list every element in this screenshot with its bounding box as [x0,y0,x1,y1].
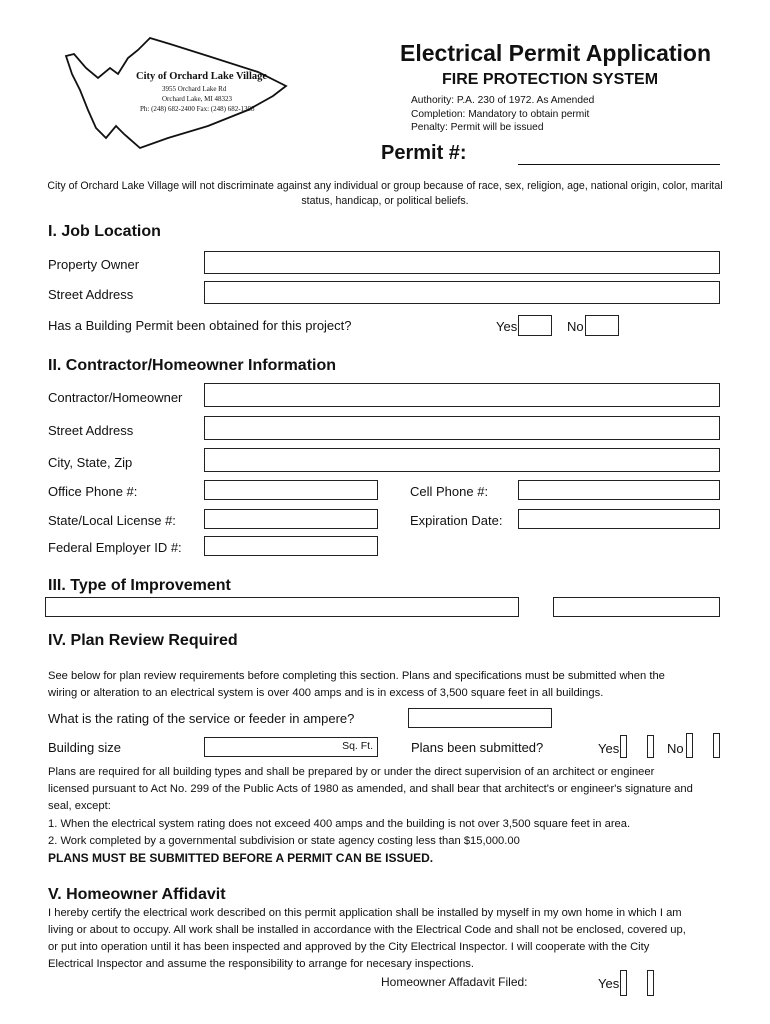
section-plan-review: IV. Plan Review Required [48,632,238,649]
office-phone-label: Office Phone #: [48,484,138,499]
affidavit-filed-yes-inner [626,970,648,996]
federal-id-label: Federal Employer ID #: [48,540,182,555]
authority-text: Authority: P.A. 230 of 1972. As Amended [411,95,595,106]
city-state-zip-input[interactable] [204,448,720,472]
building-permit-no-label: No [567,319,584,334]
plans-submitted-no-label: No [667,741,684,756]
office-phone-input[interactable] [204,480,378,500]
contractor-homeowner-input[interactable] [204,383,720,407]
city-state-zip-label: City, State, Zip [48,455,133,470]
completion-text: Completion: Mandatory to obtain permit [411,109,590,120]
cell-phone-input[interactable] [518,480,720,500]
section-job-location: I. Job Location [48,223,161,240]
arrowhead-logo-icon [58,34,298,154]
page-title: Electrical Permit Application [400,40,712,66]
logo-phone: Ph: (248) 682-2400 Fax: (248) 682-1308 [140,105,255,113]
plan-review-intro-line-1: See below for plan review requirements before completing this section. Plans and specifications must be submitted when the [48,670,665,682]
contractor-homeowner-label: Contractor/Homeowner [48,390,183,405]
notice-line-2: status, handicap, or political beliefs. [301,195,469,207]
plans-submitted-no-inner [692,733,714,758]
building-size-input[interactable] [204,737,378,757]
logo-org-name: City of Orchard Lake Village [136,71,268,82]
job-street-address-input[interactable] [204,281,720,304]
plan-exception-1: 1. When the electrical system rating does not exceed 400 amps and the building is not over 3,500 square feet in area. [48,818,631,830]
license-label: State/Local License #: [48,513,176,528]
affidavit-filed-label: Homeowner Affadavit Filed: [381,975,528,989]
city-logo [58,34,298,154]
logo-address-2: Orchard Lake, MI 48323 [162,95,232,103]
improvement-type-input[interactable] [45,597,519,617]
expiration-date-label: Expiration Date: [410,513,503,528]
plans-submitted-yes-label: Yes [598,741,620,756]
affidavit-line-3: or put into operation until it has been inspected and approved by the City Electrical Inspector. I will cooperate with the City [48,941,650,953]
permit-number-field[interactable] [518,164,720,165]
nondiscrimination-notice [22,179,748,209]
plan-requirements [48,764,748,867]
section-contractor-info: II. Contractor/Homeowner Information [48,357,337,374]
property-owner-label: Property Owner [48,257,140,272]
building-permit-question: Has a Building Permit been obtained for this project? [48,318,352,333]
building-permit-yes-label: Yes [496,319,518,334]
plan-req-line-3: seal, except: [48,800,111,812]
federal-id-input[interactable] [204,536,378,556]
improvement-extra-input[interactable] [553,597,720,617]
affidavit-filed-yes-label: Yes [598,976,620,991]
logo-address-1: 3955 Orchard Lake Rd [162,85,227,93]
building-permit-no-checkbox[interactable] [585,315,619,336]
plan-review-intro [48,668,738,702]
service-rating-question: What is the rating of the service or feeder in ampere? [48,711,355,726]
license-input[interactable] [204,509,378,529]
plans-required-warning: PLANS MUST BE SUBMITTED BEFORE A PERMIT CAN BE ISSUED. [48,851,434,865]
section-homeowner-affidavit: V. Homeowner Affidavit [48,886,226,903]
affidavit-line-2: living or about to occupy. All work shall be installed in accordance with the Electrical Code and shall not be enclosed, covered up, [48,924,686,936]
service-rating-input[interactable] [408,708,552,728]
property-owner-input[interactable] [204,251,720,274]
plans-submitted-question: Plans been submitted? [411,740,544,755]
cell-phone-label: Cell Phone #: [410,484,489,499]
sq-ft-unit: Sq. Ft. [342,740,373,752]
contractor-street-address-input[interactable] [204,416,720,440]
affidavit-line-4: Electrical Inspector and assume the responsibility to arrange for necesary inspections. [48,958,474,970]
plans-submitted-yes-inner [626,735,648,758]
expiration-date-input[interactable] [518,509,720,529]
section-type-of-improvement: III. Type of Improvement [48,577,231,594]
permit-number-label: Permit #: [381,142,467,164]
affidavit-text [48,905,748,973]
building-permit-yes-checkbox[interactable] [518,315,552,336]
page-subtitle: FIRE PROTECTION SYSTEM [442,71,659,88]
job-street-address-label: Street Address [48,287,134,302]
penalty-text: Penalty: Permit will be issued [411,122,544,133]
plan-review-intro-line-2: wiring or alteration to an electrical system is over 400 amps and is in excess of 3,500 square feet in all buildings. [48,687,604,699]
plan-req-line-2: licensed pursuant to Act No. 299 of the Public Acts of 1980 as amended, and shall bear that architect's or engineer's signature and [48,783,693,795]
building-size-label: Building size [48,740,121,755]
plan-req-line-1: Plans are required for all building types and shall be prepared by or under the direct supervision of an architect or engineer [48,766,655,778]
contractor-street-address-label: Street Address [48,423,134,438]
plan-exception-2: 2. Work completed by a governmental subdivision or state agency costing less than $15,000.00 [48,835,520,847]
affidavit-line-1: I hereby certify the electrical work described on this permit application shall be installed by myself in my own home in which I am [48,907,682,919]
notice-line-1: City of Orchard Lake Village will not discriminate against any individual or group because of race, sex, religion, age, national origin, color, marital [47,180,723,192]
